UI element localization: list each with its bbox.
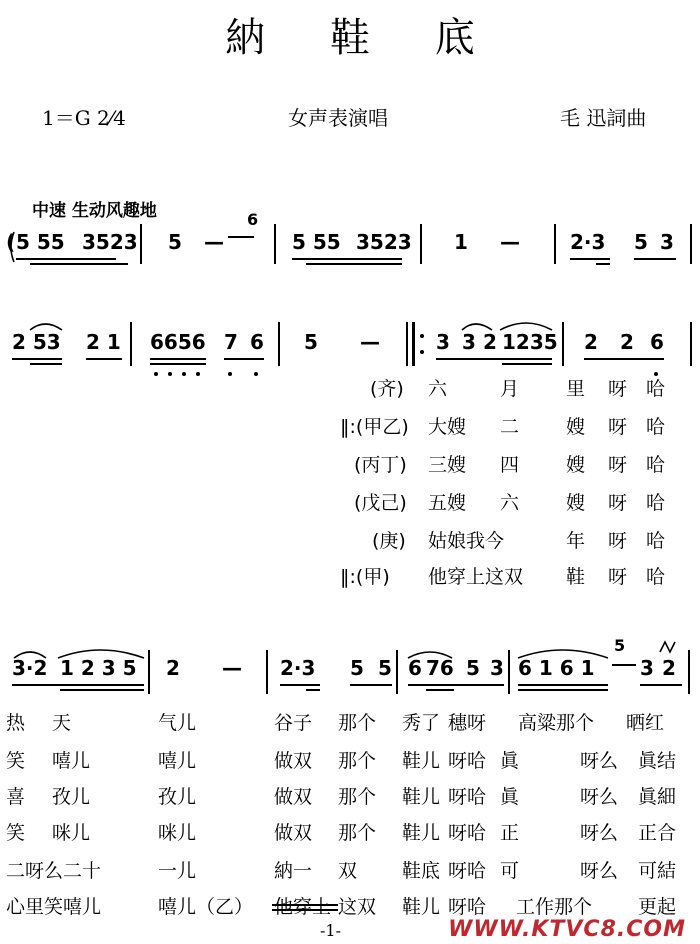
note-token: 5 55 xyxy=(292,230,341,254)
lyric-word: 六 xyxy=(428,378,448,400)
lyric-word: 嘻儿 xyxy=(52,750,91,772)
lyric-word: 正合 xyxy=(638,822,677,844)
note-token: 3·2 xyxy=(12,656,48,680)
lyric-word: 呀 xyxy=(608,416,628,438)
note-token: 6 xyxy=(250,330,264,354)
note-token: — xyxy=(500,230,520,254)
lyric-word: 三嫂 xyxy=(428,454,467,476)
lyric-word: 可 xyxy=(500,860,520,882)
lyric-word: 穗呀 xyxy=(448,712,487,734)
page-title: 納 鞋 底 xyxy=(225,15,501,61)
lyric-word: 呀么 xyxy=(580,750,619,772)
verse-label: (戊己) xyxy=(354,492,407,514)
lyric-word: 哈 xyxy=(646,378,666,400)
note-token: 3 xyxy=(640,656,654,680)
lyric-word: 年 xyxy=(566,530,586,552)
verse-label: (丙丁) xyxy=(354,454,407,476)
lyric-word: 呀哈 xyxy=(448,786,487,808)
note-token: 2 xyxy=(662,656,676,680)
lyric-word: 嘻儿 xyxy=(158,750,197,772)
verse-label: (庚) xyxy=(372,530,406,552)
lyric-word: 热 xyxy=(6,712,26,734)
note-token: 3 xyxy=(436,330,450,354)
note-token: 5 xyxy=(304,330,318,354)
credit: 毛 迅詞曲 xyxy=(560,106,647,130)
note-token: 5 xyxy=(614,636,626,655)
verse-label: ‖:(甲) xyxy=(340,566,390,588)
lyric-word: 呀么 xyxy=(580,860,619,882)
note-token: 6656 xyxy=(150,330,206,354)
note-token: 5 xyxy=(168,230,182,254)
verse-label: ‖:(甲乙) xyxy=(340,416,409,438)
lyric-word: 呀么 xyxy=(580,822,619,844)
note-token: 2·3 xyxy=(280,656,316,680)
lyric-word: 月 xyxy=(500,378,520,400)
lyric-word: 眞 xyxy=(500,786,520,808)
note-token: 1235 xyxy=(502,330,558,354)
lyric-word: 天 xyxy=(52,712,72,734)
note-token: 3523 xyxy=(82,230,138,254)
key-signature: 1＝G 2⁄4 xyxy=(42,106,126,130)
lyric-word: 高粱那个 xyxy=(518,712,595,734)
lyric-word: 咪儿 xyxy=(158,822,197,844)
lyric-word: 嫂 xyxy=(566,416,586,438)
note-token: 6 1 6 1 xyxy=(518,656,595,680)
lyric-word: 可結 xyxy=(638,860,677,882)
lyric-word: 哈 xyxy=(646,566,666,588)
lyric-word: 納一 xyxy=(274,860,313,882)
lyric-word: 做双 xyxy=(274,786,313,808)
note-token: 6 xyxy=(408,656,422,680)
lyric-word: 那个 xyxy=(338,712,377,734)
note-token: 3523 xyxy=(356,230,412,254)
note-token: 2 xyxy=(584,330,598,354)
lyric-word: 呀 xyxy=(608,378,628,400)
note-token: 5 xyxy=(634,230,648,254)
lyric-word: 四 xyxy=(500,454,520,476)
lyric-word: 五嫂 xyxy=(428,492,467,514)
lyric-word: 姑娘我今 xyxy=(428,530,505,552)
lyric-word: 哈 xyxy=(646,416,666,438)
lyric-word: 心里笑嘻儿 xyxy=(6,896,102,918)
note-token: 1 2 3 5 xyxy=(60,656,137,680)
performer: 女声表演唱 xyxy=(288,106,388,130)
lyric-word: 眞结 xyxy=(638,750,677,772)
lyric-word: 鞋儿 xyxy=(402,896,441,918)
lyric-word: 气儿 xyxy=(158,712,197,734)
lyric-word: 大嫂 xyxy=(428,416,467,438)
lyric-word: 呀 xyxy=(608,492,628,514)
lyric-word: 那个 xyxy=(338,822,377,844)
note-token: 1 xyxy=(454,230,468,254)
note-token: 3 xyxy=(660,230,674,254)
tempo-marking: 中速 生动风趣地 xyxy=(32,201,157,221)
lyric-word: 孜儿 xyxy=(158,786,197,808)
lyric-word: 鞋儿 xyxy=(402,750,441,772)
note-token: 5 xyxy=(466,656,480,680)
lyric-word: 那个 xyxy=(338,786,377,808)
watermark: WWW.KTVC8.COM xyxy=(448,917,686,942)
lyric-word: 一儿 xyxy=(158,860,197,882)
note-token: 3 xyxy=(490,656,504,680)
note-token: — xyxy=(222,656,242,680)
lyric-word: 秀了 xyxy=(402,712,441,734)
lyric-word: 呀哈 xyxy=(448,822,487,844)
note-token: 2 1 xyxy=(86,330,121,354)
lyric-word: 正 xyxy=(500,822,520,844)
lyric-word: 笑 xyxy=(6,750,26,772)
lyric-word: 嫂 xyxy=(566,454,586,476)
note-token: 5 xyxy=(350,656,364,680)
note-token: 5 55 xyxy=(16,230,65,254)
lyric-word: 呀 xyxy=(608,454,628,476)
lyric-word: 嘻儿（乙） xyxy=(158,896,254,918)
lyric-word: 呀哈 xyxy=(448,750,487,772)
lyric-word: 笑 xyxy=(6,822,26,844)
lyric-word: 那个 xyxy=(338,750,377,772)
lyric-word: 孜儿 xyxy=(52,786,91,808)
lyric-word: 里 xyxy=(566,378,586,400)
lyric-word: 双 xyxy=(338,860,358,882)
lyric-word: 鞋底 xyxy=(402,860,441,882)
note-token: — xyxy=(204,230,224,254)
lyric-word: 咪儿 xyxy=(52,822,91,844)
lyric-word: 哈 xyxy=(646,454,666,476)
lyric-word: 更起 xyxy=(638,896,677,918)
lyric-word: 做双 xyxy=(274,822,313,844)
note-token: 6 xyxy=(650,330,664,354)
lyric-word: 哈 xyxy=(646,530,666,552)
note-token: 7 xyxy=(224,330,238,354)
note-token: 2 xyxy=(483,330,497,354)
lyric-word: 呀么 xyxy=(580,786,619,808)
lyric-word: 做双 xyxy=(274,750,313,772)
note-token: 2 xyxy=(166,656,180,680)
lyric-word: 他穿上这双 xyxy=(428,566,524,588)
lyric-word: 谷子 xyxy=(274,712,313,734)
lyric-word: 鞋儿 xyxy=(402,786,441,808)
note-token: 3 xyxy=(462,330,476,354)
lyric-word: 他穿上 xyxy=(274,896,332,918)
lyric-word: 工作那个 xyxy=(516,896,593,918)
lyric-word: 六 xyxy=(500,492,520,514)
lyric-word: 鞋儿 xyxy=(402,822,441,844)
lyric-word: 这双 xyxy=(338,896,377,918)
lyric-word: 喜 xyxy=(6,786,26,808)
note-token: 5 xyxy=(378,656,392,680)
lyric-word: 眞 xyxy=(500,750,520,772)
lyric-word: 呀 xyxy=(608,566,628,588)
verse-label: (齐) xyxy=(370,378,404,400)
lyric-word: 二呀么二十 xyxy=(6,860,102,882)
note-token: 2 53 xyxy=(12,330,61,354)
note-token: 76 xyxy=(426,656,454,680)
lyric-word: 呀哈 xyxy=(448,860,487,882)
lyric-word: 呀哈 xyxy=(448,896,487,918)
lyric-word: 晒红 xyxy=(626,712,665,734)
note-token: 2 xyxy=(620,330,634,354)
lyric-word: 二 xyxy=(500,416,520,438)
note-token: — xyxy=(360,330,380,354)
lyric-word: 嫂 xyxy=(566,492,586,514)
note-token: ( xyxy=(6,230,16,254)
lyric-word: 鞋 xyxy=(566,566,586,588)
note-token: 6 xyxy=(247,210,259,229)
lyric-word: 哈 xyxy=(646,492,666,514)
page-number: -1- xyxy=(320,921,341,940)
lyric-word: 呀 xyxy=(608,530,628,552)
note-token: 2·3 xyxy=(570,230,606,254)
lyric-word: 眞細 xyxy=(638,786,677,808)
